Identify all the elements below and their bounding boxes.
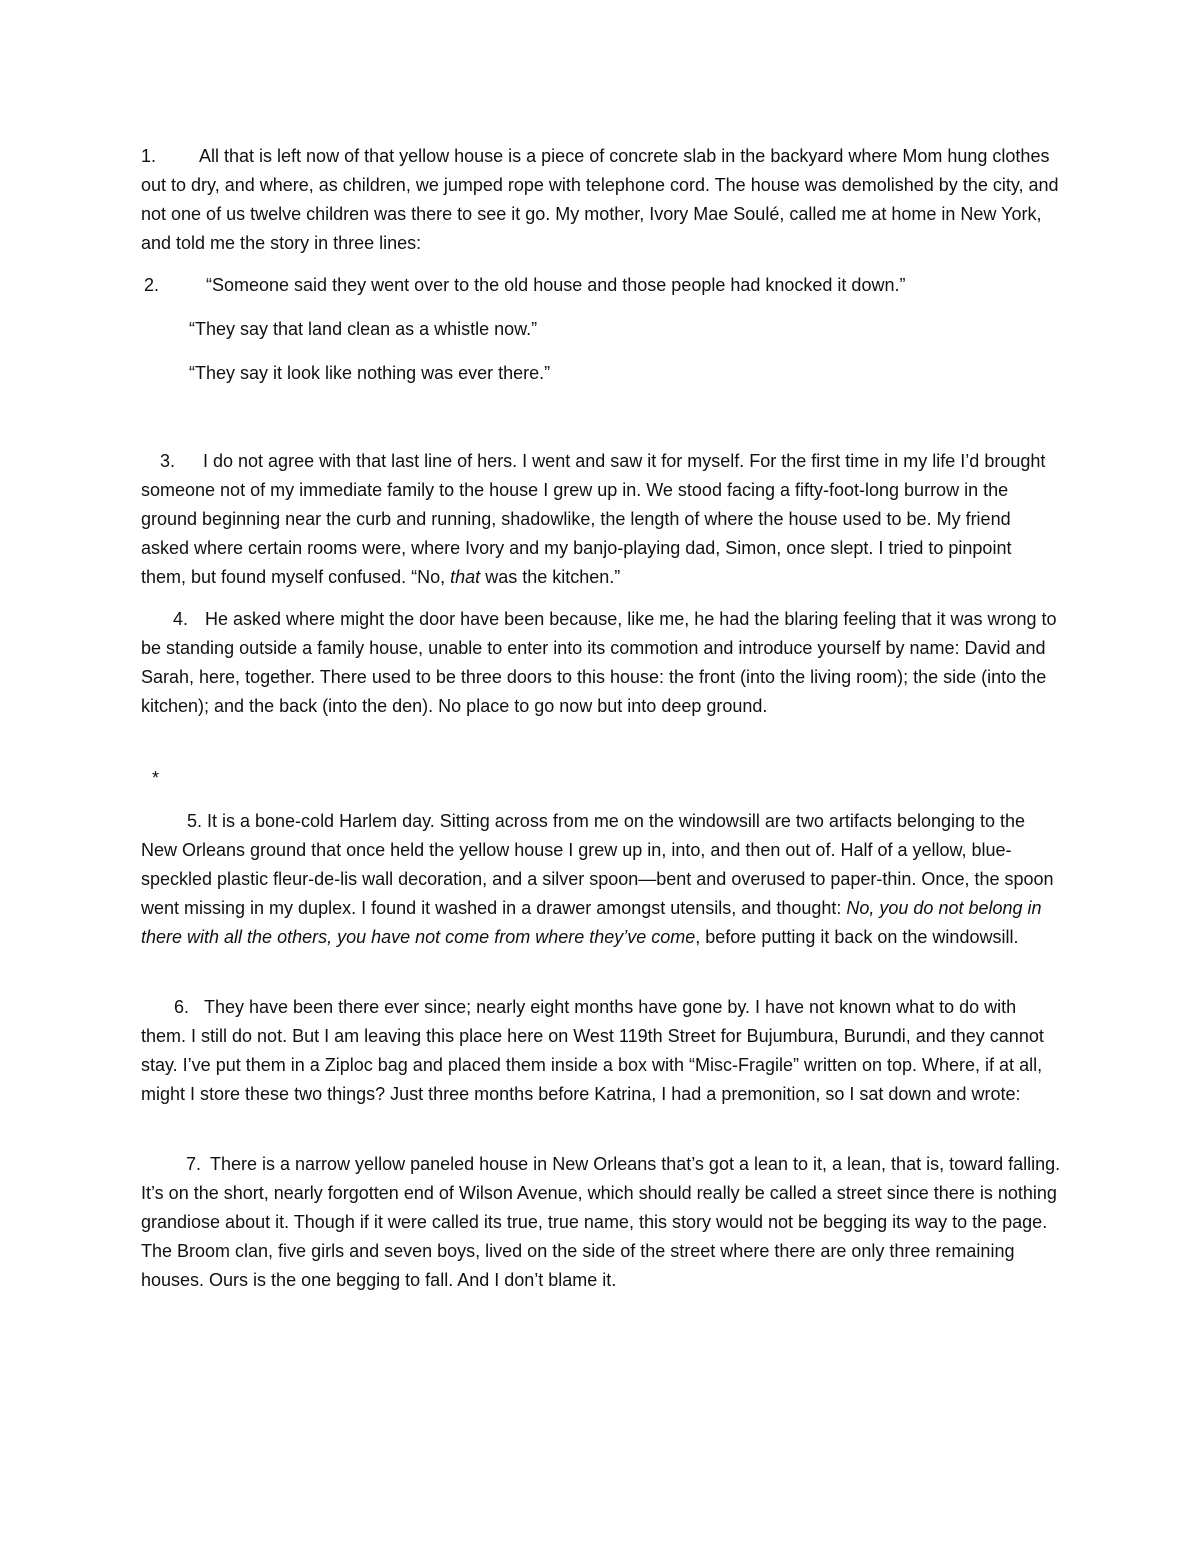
paragraph-number: 5. — [187, 811, 203, 831]
paragraph-text-tail: , before putting it back on the windowsill. — [695, 927, 1019, 947]
paragraph-number: 6. — [174, 997, 190, 1017]
paragraph-number: 3. — [160, 451, 176, 471]
paragraph-5 — [141, 807, 1061, 952]
paragraph-7 — [141, 1150, 1061, 1295]
paragraph-number: 1. — [141, 146, 157, 166]
paragraph-number: 2. — [144, 275, 160, 295]
paragraph-emphasis: that — [450, 567, 481, 587]
paragraph-emphasis: No, you do not belong in there with all the others, you have not come from where they’ve come — [141, 898, 1042, 947]
quote-line-2: “They say that land clean as a whistle now.” — [189, 319, 538, 339]
paragraph-4 — [141, 605, 1061, 721]
paragraph-number: 7. — [186, 1154, 202, 1174]
paragraph-text: I do not agree with that last line of hers. I went and saw it for myself. For the first time in my life I’d brought someone not of my immediate family to the house I grew up in. We stood facing a fifty-foot-long burrow in the ground beginning near the curb and running, shadowlike, the length of where the house used to be. My friend asked where certain rooms were, where Ivory and my banjo-playing dad, Simon, once slept. I tried to pinpoint them, but found myself confused. “No, — [141, 451, 1046, 587]
paragraph-text: He asked where might the door have been because, like me, he had the blaring feeling that it was wrong to be standing outside a family house, unable to enter into its commotion and introduce yourself by name: David and Sarah, here, together. There used to be three doors to this house: the front (into the living room); the side (into the kitchen); and the back (into the den). No place to go now but into deep ground. — [141, 609, 1057, 716]
paragraph-text: There is a narrow yellow paneled house in New Orleans that’s got a lean to it, a lean, that is, toward falling. It’s on the short, nearly forgotten end of Wilson Avenue, which should really be called a street since there is nothing grandiose about it. Though if it were called its true, true name, this story would not be begging its way to the page. The Broom clan, five girls and seven boys, lived on the side of the street where there are only three remaining houses. Ours is the one begging to fall. And I don’t blame it. — [141, 1154, 1061, 1290]
section-separator: * — [152, 768, 160, 788]
paragraph-text: All that is left now of that yellow house is a piece of concrete slab in the backyard where Mom hung clothes out to dry, and where, as children, we jumped rope with telephone cord. The house was demolished by the city, and not one of us twelve children was there to see it go. My mother, Ivory Mae Soulé, called me at home in New York, and told me the story in three lines: — [141, 146, 1059, 253]
quote-text: “Someone said they went over to the old house and those people had knocked it down.” — [206, 275, 906, 295]
paragraph-1 — [141, 142, 1061, 258]
paragraph-text: They have been there ever since; nearly eight months have gone by. I have not known what to do with them. I still do not. But I am leaving this place here on West 119th Street for Bujumbura, Burundi, and they cannot stay. I’ve put them in a Ziploc bag and placed them inside a box with “Misc-Fragile” written on top. Where, if at all, might I store these two things? Just three months before Katrina, I had a premonition, so I sat down and wrote: — [141, 997, 1044, 1104]
quote-line-1 — [144, 271, 905, 300]
quote-line-3: “They say it look like nothing was ever there.” — [189, 363, 551, 383]
paragraph-text: It is a bone-cold Harlem day. Sitting across from me on the windowsill are two artifacts belonging to the New Orleans ground that once held the yellow house I grew up in, into, and then out of. Half of a yellow, blue-speckled plastic fleur-de-lis wall decoration, and a silver spoon—bent and overused to paper-thin. Once, the spoon went missing in my duplex. I found it washed in a drawer amongst utensils, and thought: — [141, 811, 1054, 918]
paragraph-3 — [141, 447, 1061, 592]
paragraph-6 — [141, 993, 1061, 1109]
paragraph-number: 4. — [173, 609, 189, 629]
paragraph-text-tail: was the kitchen.” — [480, 567, 621, 587]
